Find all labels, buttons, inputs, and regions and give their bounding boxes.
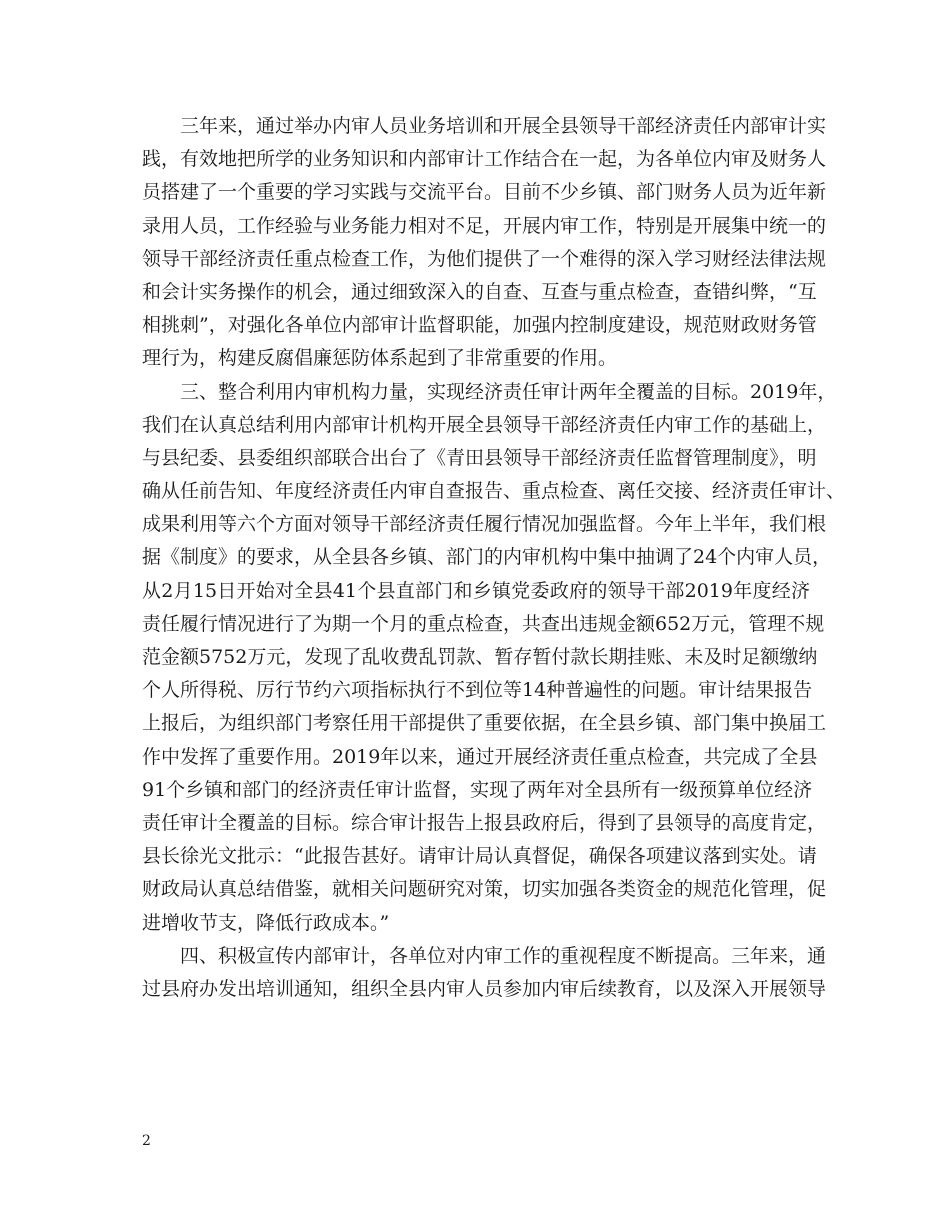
page-number: 2 [142,1133,151,1149]
text-line: 践，有效地把所学的业务知识和内部审计工作结合在一起，为各单位内审及财务人 [142,148,827,171]
text-line: 作中发挥了重要作用。2019年以来，通过开展经济责任重点检查，共完成了全县 [142,745,818,768]
text-line: 员搭建了一个重要的学习实践与交流平台。目前不少乡镇、部门财务人员为近年新 [142,181,827,204]
text-line: 上报后，为组织部门考察任用干部提供了重要依据，在全县乡镇、部门集中换届工 [142,712,827,735]
text-line: 相挑刺”，对强化各单位内部审计监督职能，加强内控制度建设，规范财政财务管 [142,314,817,337]
text-line: 我们在认真总结利用内部审计机构开展全县领导干部经济责任内审工作的基础上， [142,413,827,436]
text-line: 和会计实务操作的机会，通过细致深入的自查、互查与重点检查，查错纠弊，“互 [142,280,817,303]
paragraph-2 [142,376,846,940]
text-line: 四、积极宣传内部审计，各单位对内审工作的重视程度不断提高。三年来，通 [180,944,827,967]
text-line: 范金额5752万元，发现了乱收费乱罚款、暂存暂付款长期挂账、未及时足额缴纳 [142,646,818,668]
paragraph-3 [142,940,827,1006]
text-line: 91个乡镇和部门的经济责任审计监督，实现了两年对全县所有一级预算单位经济 [142,778,813,801]
text-line: 责任审计全覆盖的目标。综合审计报告上报县政府后，得到了县领导的高度肯定， [142,811,827,834]
text-line: 财政局认真总结借鉴，就相关问题研究对策，切实加强各类资金的规范化管理，促 [142,878,827,901]
text-line: 责任履行情况进行了为期一个月的重点检查，共查出违规金额652万元，管理不规 [142,612,825,635]
paragraph-1 [142,110,827,376]
text-line: 确从任前告知、年度经济责任内审自查报告、重点检查、离任交接、经济责任审计、 [142,480,846,503]
text-line: 个人所得税、厉行节约六项指标执行不到位等14种普遍性的问题。审计结果报告 [142,679,813,702]
text-line: 录用人员，工作经验与业务能力相对不足，开展内审工作，特别是开展集中统一的 [142,214,827,237]
text-line: 过县府办发出培训通知，组织全县内审人员参加内审后续教育，以及深入开展领导 [142,977,827,1000]
text-line: 从2月15日开始对全县41个县直部门和乡镇党委政府的领导干部2019年度经济 [142,579,810,602]
text-line: 县长徐光文批示：“此报告甚好。请审计局认真督促，确保各项建议落到实处。请 [142,845,817,868]
document-body [142,110,846,1006]
text-line: 与县纪委、县委组织部联合出台了《青田县领导干部经济责任监督管理制度》，明 [142,446,817,469]
text-line: 三、整合利用内审机构力量，实现经济责任审计两年全覆盖的目标。2019年， [180,380,837,403]
text-line: 理行为，构建反腐倡廉惩防体系起到了非常重要的作用。 [142,347,618,370]
text-line: 据《制度》的要求，从全县各乡镇、部门的内审机构中集中抽调了24个内审人员， [142,546,832,569]
text-line: 三年来，通过举办内审人员业务培训和开展全县领导干部经济责任内部审计实 [180,115,827,137]
text-line: 领导干部经济责任重点检查工作，为他们提供了一个难得的深入学习财经法律法规 [142,247,827,270]
text-line: 进增收节支，降低行政成本。” [142,911,390,934]
text-line: 成果利用等六个方面对领导干部经济责任履行情况加强监督。今年上半年，我们根 [142,513,827,536]
